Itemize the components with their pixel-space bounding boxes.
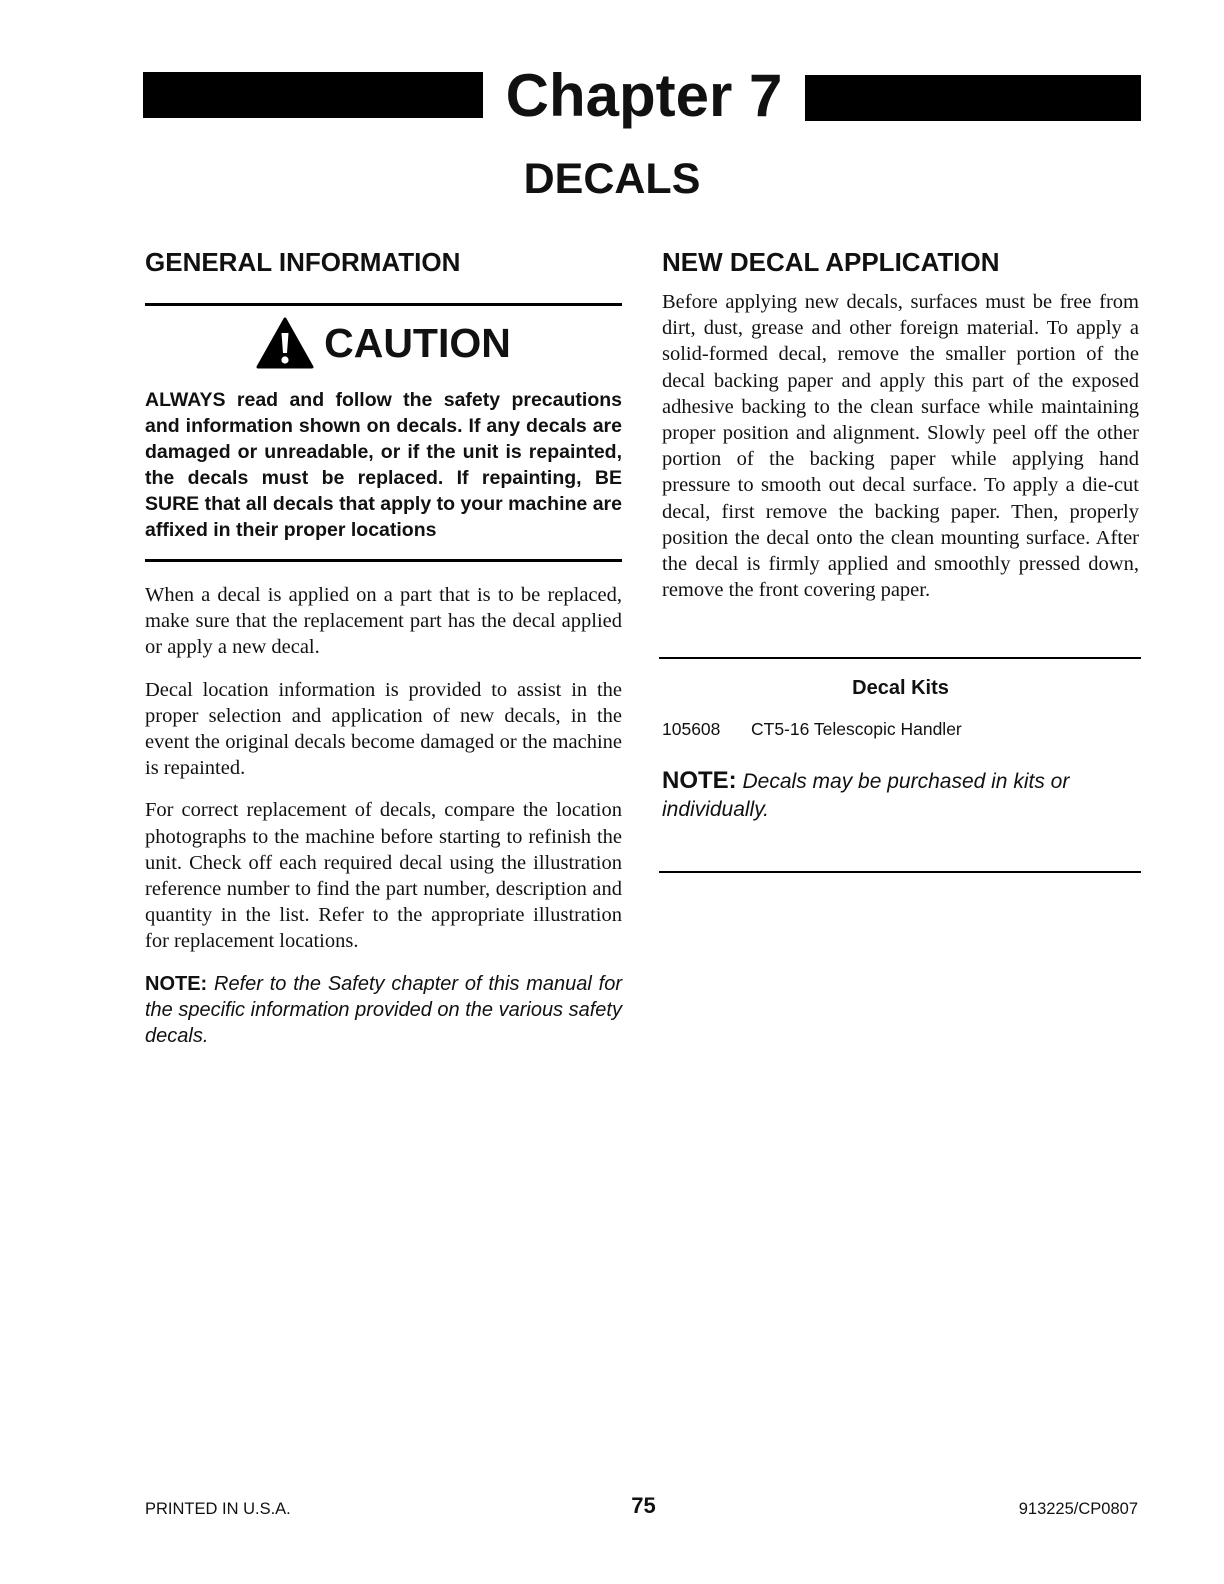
caution-header xyxy=(145,315,622,371)
note-kits xyxy=(662,767,1139,824)
right-column xyxy=(662,245,1139,873)
section-heading-new-decal-application: NEW DECAL APPLICATION xyxy=(662,247,1000,277)
paragraph-1: When a decal is applied on a part that is to be replaced, make sure that the replacement part has the decal applied or apply a new decal. xyxy=(145,584,622,659)
decal-kits-title: Decal Kits xyxy=(852,677,949,700)
caution-text: ALWAYS read and follow the safety precautions and information shown on decals. If any decals are damaged or unreadable, or if the unit is repainted, the decals must be replaced. If repainting, BE SURE that all decals that apply to your machine are affixed in their proper locations xyxy=(145,389,622,541)
note-safety xyxy=(145,971,622,1049)
caution-bottom-rule xyxy=(145,559,622,562)
warning-triangle-icon xyxy=(256,317,314,369)
left-column xyxy=(145,245,622,1049)
kits-bottom-rule xyxy=(659,871,1141,873)
caution-top-rule xyxy=(145,303,622,306)
chapter-bar-left xyxy=(143,72,483,118)
kit-number: 105608 xyxy=(662,719,721,740)
chapter-bar-right xyxy=(805,75,1141,121)
application-paragraph: Before applying new decals, surfaces must be free from dirt, dust, grease and other foreign material. To apply a solid-formed decal, remove the smaller portion of the decal backing paper and apply this part of the exposed adhesive backing to the clean surface while maintaining proper position and alignment. Slowly peel off the other portion of the backing paper while applying hand pressure to smooth out decal surface. To apply a die-cut decal, first remove the backing paper. Then, properly position the decal onto the clean mounting surface. After the decal is firmly applied and smoothly pressed down, remove the front covering paper. xyxy=(662,291,1139,602)
note-label: NOTE: xyxy=(145,972,208,995)
caution-label: CAUTION xyxy=(324,320,511,366)
note-text: Refer to the Safety chapter of this manual for the specific information provided on the various safety decals. xyxy=(145,972,622,1047)
page-title: DECALS xyxy=(523,155,701,203)
chapter-title: Chapter 7 xyxy=(505,62,783,129)
note-text: Decals may be purchased in kits or individually. xyxy=(662,770,1070,822)
footer-doc-number: 913225/CP0807 xyxy=(1018,1500,1138,1518)
section-heading-general-information: GENERAL INFORMATION xyxy=(145,247,461,277)
note-label: NOTE: xyxy=(662,767,737,795)
page-number: 75 xyxy=(631,1493,656,1518)
paragraph-2: Decal location information is provided to assist in the proper selection and application of new decals, in the event the original decals become damaged or the machine is repainted. xyxy=(145,678,622,780)
footer-printed: PRINTED IN U.S.A. xyxy=(145,1500,291,1518)
kits-top-rule xyxy=(659,657,1141,659)
paragraph-3: For correct replacement of decals, compare the location photographs to the machine before starting to refinish the unit. Check off each required decal using the illustration reference number to find the part number, description and quantity in the list. Refer to the appropriate illustration for replacement locations. xyxy=(145,799,622,953)
kit-row xyxy=(662,717,1139,741)
kit-description: CT5-16 Telescopic Handler xyxy=(751,719,962,740)
